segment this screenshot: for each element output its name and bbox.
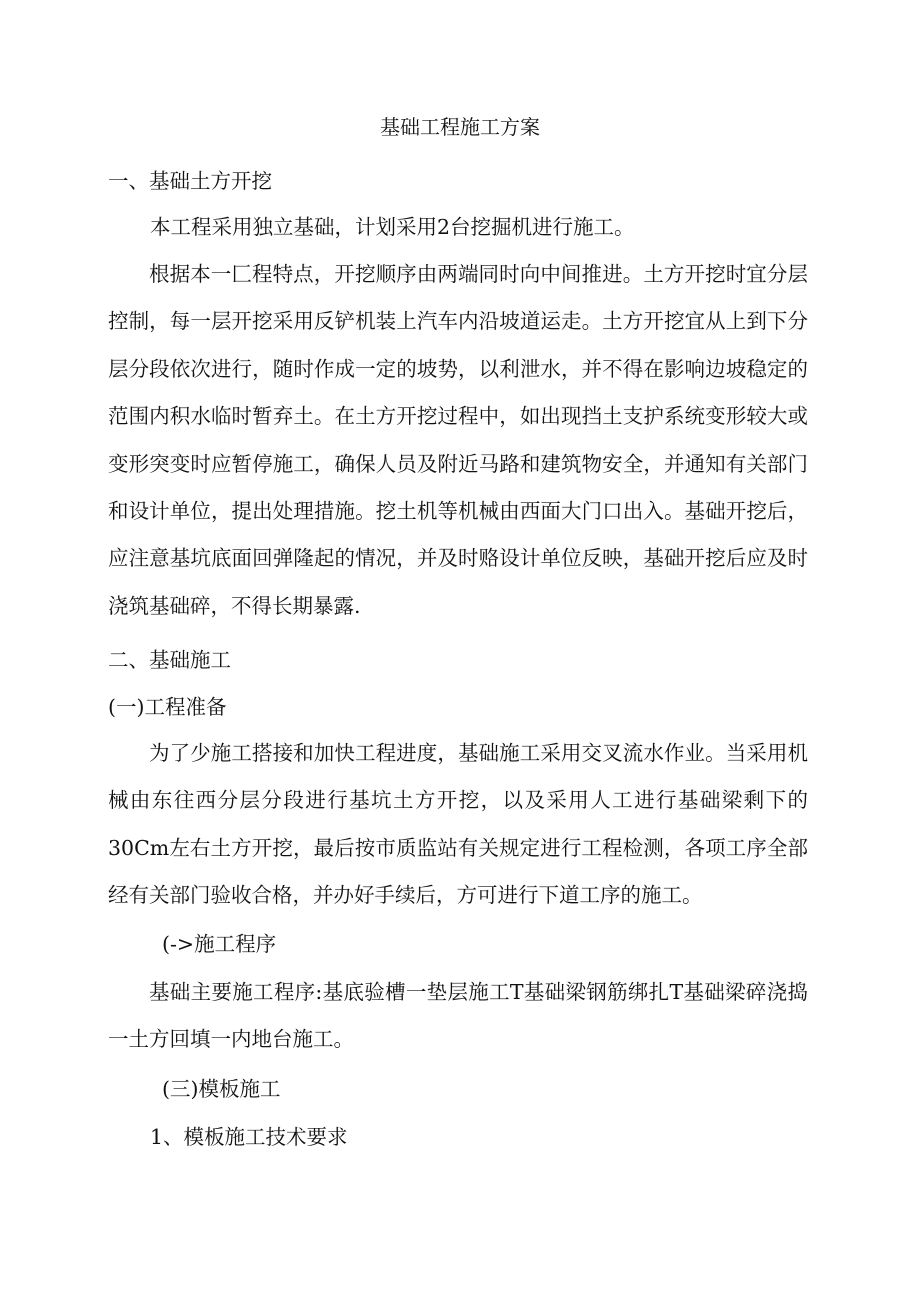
subsection-3-heading: (三)模板施工 [162, 1077, 281, 1101]
subsection-2-heading: (->施工程序 [162, 932, 277, 956]
subsection-1-paragraph: 为了少施工搭接和加快工程进度，基础施工采用交叉流水作业。当采用机械由东往西分层分段进行基坑土方开挖，以及采用人工进行基础梁剩下的30Cm左右土方开挖，最后按市质监站有关规定进行工程检测，各项工序全部经有关部门验收合格，并办好手续后，方可进行下道工序的施工。 [108, 741, 808, 908]
section-1-paragraph-2: 根据本一匚程特点，开挖顺序由两端同时向中间推进。土方开挖时宜分层控制，每一层开挖采用反铲机装上汽车内沿坡道运走。土方开挖宜从上到下分层分段依次进行，随时作成一定的坡势，以利泄水，并不得在影响边坡稳定的范围内积水临时暂弃土。在土方开挖过程中，如出现挡土支护系统变形较大或变形突变时应暂停施工，确保人员及附近马路和建筑物安全，并通知有关部门和设计单位，提出处理措施。挖土机等机械由西面大门口出入。基础开挖后，应注意基坑底面回弹隆起的情况，并及时赂设计单位反映，基础开挖后应及时浇筑基础碎，不得长期暴露. [108, 262, 808, 618]
section-2-heading: 二、基础施工 [108, 648, 231, 672]
subsection-3-item-1: 1、模板施工技术要求 [150, 1125, 348, 1149]
document-title: 基础工程施工方案 [380, 115, 540, 139]
subsection-1-heading: (一)工程准备 [108, 695, 227, 719]
section-1-heading: 一、基础土方开挖 [108, 169, 272, 193]
section-1-paragraph-1: 本工程采用独立基础，计划采用2台挖掘机进行施工。 [150, 215, 635, 239]
subsection-2-paragraph: 基础主要施工程序:基底验槽一垫层施工T基础梁钢筋绑扎T基础梁碎浇捣一土方回填一内地台施工。 [108, 980, 808, 1052]
